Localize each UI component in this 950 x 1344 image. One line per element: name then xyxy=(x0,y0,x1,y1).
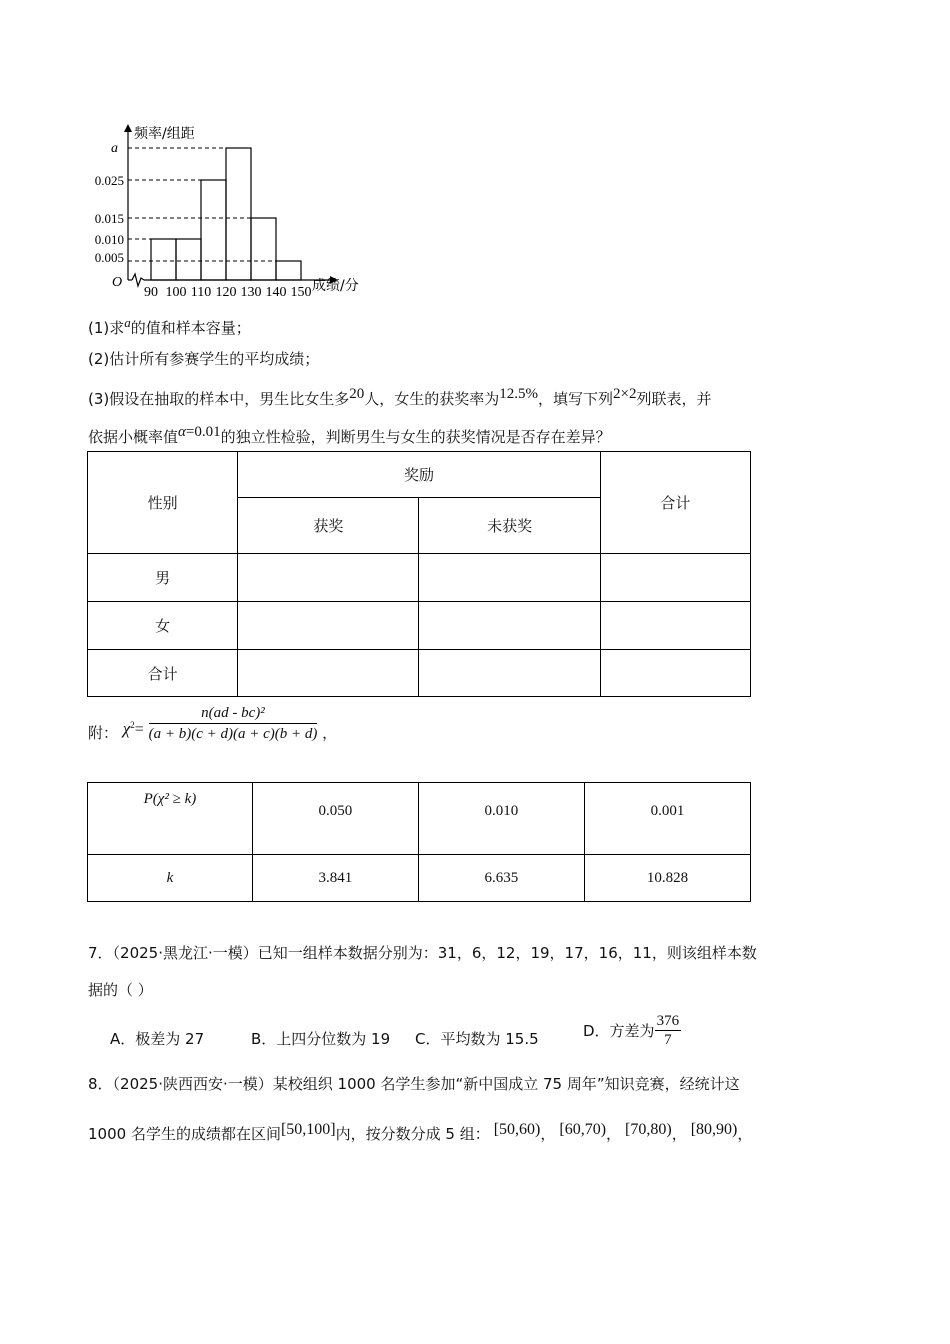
y-tick-0010: 0.010 xyxy=(94,232,124,247)
q3-alpha-value: =0.01 xyxy=(185,424,221,440)
x-tick-100: 100 xyxy=(165,285,187,298)
histogram-bar-4 xyxy=(226,148,251,280)
q7-option-d-numerator: 376 xyxy=(656,1013,680,1029)
q8-group-4: [80,90) xyxy=(690,1121,738,1138)
q3-table-size: 2×2 xyxy=(613,386,637,402)
q3-text-f: 的独立性检验，判断男生与女生的获奖情况是否存在差异？ xyxy=(220,428,611,446)
question-3-line2 xyxy=(88,422,611,447)
q3-text-a: (3)假设在抽取的样本中，男生比女生多 xyxy=(88,390,350,408)
cell-total-total[interactable] xyxy=(600,650,750,697)
x-tick-150: 150 xyxy=(290,285,312,298)
x-tick-110: 110 xyxy=(190,285,212,298)
formula-numerator: n(ad - bc)² xyxy=(149,703,318,724)
q7-option-d-label: D．方差为 xyxy=(583,1022,655,1040)
axis-break-icon xyxy=(132,274,144,286)
q8-stem-line1: 8．（2025·陕西西安·一模）某校组织 1000 名学生参加“新中国成立 75 周年”知识竞赛，经统计这 xyxy=(88,1075,740,1093)
cell-male-total[interactable] xyxy=(600,554,750,602)
header-gender: 性别 xyxy=(88,452,238,554)
x-tick-140: 140 xyxy=(265,285,287,298)
histogram-ylabel: 频率/组距 xyxy=(134,126,195,142)
histogram-bar-1 xyxy=(151,239,176,280)
cell-male-won[interactable] xyxy=(238,554,419,602)
cell-total-won[interactable] xyxy=(238,650,419,697)
y-tick-0005: 0.005 xyxy=(94,250,124,265)
p-label: P(χ² ≥ k) xyxy=(88,783,253,855)
row-total: 合计 xyxy=(88,650,238,697)
q8-group-2: [60,70) xyxy=(559,1121,607,1138)
q3-text-e: 依据小概率值 xyxy=(88,428,179,446)
row-male: 男 xyxy=(88,554,238,602)
cell-total-not-won[interactable] xyxy=(419,650,600,697)
y-tick-0015: 0.015 xyxy=(94,211,124,226)
q8-interval-all: [50,100] xyxy=(280,1121,336,1138)
q1-var-a: a xyxy=(124,315,131,330)
histogram-xlabel: 成绩/分 xyxy=(312,278,359,294)
cell-female-not-won[interactable] xyxy=(419,602,600,650)
formula-denominator: (a + b)(c + d)(a + c)(b + d) xyxy=(148,726,318,742)
p-value-0010: 0.010 xyxy=(418,783,584,855)
y-tick-0025: 0.025 xyxy=(94,173,124,188)
q8-stem-line2 xyxy=(88,1121,753,1164)
chi-square-formula xyxy=(88,703,337,744)
q3-rate: 12.5% xyxy=(499,386,539,402)
histogram-bar-3 xyxy=(201,180,226,280)
formula-equals: = xyxy=(134,720,144,738)
x-tick-130: 130 xyxy=(240,285,262,298)
header-award: 奖励 xyxy=(238,452,600,498)
q3-text-b: 人，女生的获奖率为 xyxy=(364,390,500,408)
histogram-bar-5 xyxy=(251,218,276,280)
q1-text-post: 的值和样本容量； xyxy=(130,319,251,337)
q8-text-a: 1000 名学生的成绩都在区间 xyxy=(88,1125,281,1143)
header-total: 合计 xyxy=(600,452,750,554)
p-value-0001: 0.001 xyxy=(584,783,750,855)
cell-male-not-won[interactable] xyxy=(419,554,600,602)
chi-exponent: 2 xyxy=(130,719,135,730)
q8-text-b: 内，按分数分成 5 组： xyxy=(335,1125,490,1143)
question-3-line1 xyxy=(88,384,712,409)
q8-sep-2: ， xyxy=(606,1125,622,1143)
p-value-0050: 0.050 xyxy=(252,783,418,855)
k-value-10828: 10.828 xyxy=(584,855,750,902)
q8-group-1: [50,60) xyxy=(493,1121,541,1138)
q7-stem-line1: 7．（2025·黑龙江·一模）已知一组样本数据分别为：31，6，12，19，17，16，11，则该组样本数 xyxy=(88,944,757,962)
formula-suffix: ， xyxy=(322,724,338,742)
header-not-won: 未获奖 xyxy=(419,498,600,554)
q3-text-d: 列联表，并 xyxy=(636,390,712,408)
q1-text-pre: (1)求 xyxy=(88,319,125,337)
q7-stem-line2: 据的（ ） xyxy=(88,981,153,999)
q7-option-d-denominator: 7 xyxy=(664,1032,672,1048)
q7-option-b[interactable]: B．上四分位数为 19 xyxy=(251,1030,391,1048)
q8-sep-1: ， xyxy=(540,1125,556,1143)
k-value-3841: 3.841 xyxy=(252,855,418,902)
q7-option-c[interactable]: C．平均数为 15.5 xyxy=(415,1030,539,1048)
row-female: 女 xyxy=(88,602,238,650)
q8-sep-3: ， xyxy=(671,1125,687,1143)
x-tick-90: 90 xyxy=(144,285,158,298)
cell-female-won[interactable] xyxy=(238,602,419,650)
q7-option-a[interactable]: A．极差为 27 xyxy=(110,1030,205,1048)
q8-sep-4: ， xyxy=(737,1125,753,1143)
histogram-bar-2 xyxy=(176,239,201,280)
q3-text-c: ，填写下列 xyxy=(538,390,614,408)
y-tick-a: a xyxy=(111,141,118,156)
q7-option-d[interactable] xyxy=(583,1012,681,1049)
frequency-histogram xyxy=(80,118,380,298)
q8-group-3: [70,80) xyxy=(625,1121,672,1138)
q3-num-20: 20 xyxy=(349,386,365,402)
chi-symbol: χ xyxy=(122,718,131,738)
formula-prefix: 附： xyxy=(88,724,119,742)
header-won: 获奖 xyxy=(238,498,419,554)
question-2: (2)估计所有参赛学生的平均成绩； xyxy=(88,350,320,368)
contingency-table xyxy=(87,451,751,697)
y-axis-arrow xyxy=(124,124,132,132)
cell-female-total[interactable] xyxy=(600,602,750,650)
k-value-6635: 6.635 xyxy=(418,855,584,902)
x-tick-120: 120 xyxy=(215,285,237,298)
histogram-bar-6 xyxy=(276,261,301,280)
q3-alpha: α xyxy=(178,424,186,440)
k-label: k xyxy=(88,855,253,902)
critical-value-table xyxy=(87,782,751,902)
origin-label: O xyxy=(112,275,123,290)
question-1 xyxy=(88,313,251,338)
